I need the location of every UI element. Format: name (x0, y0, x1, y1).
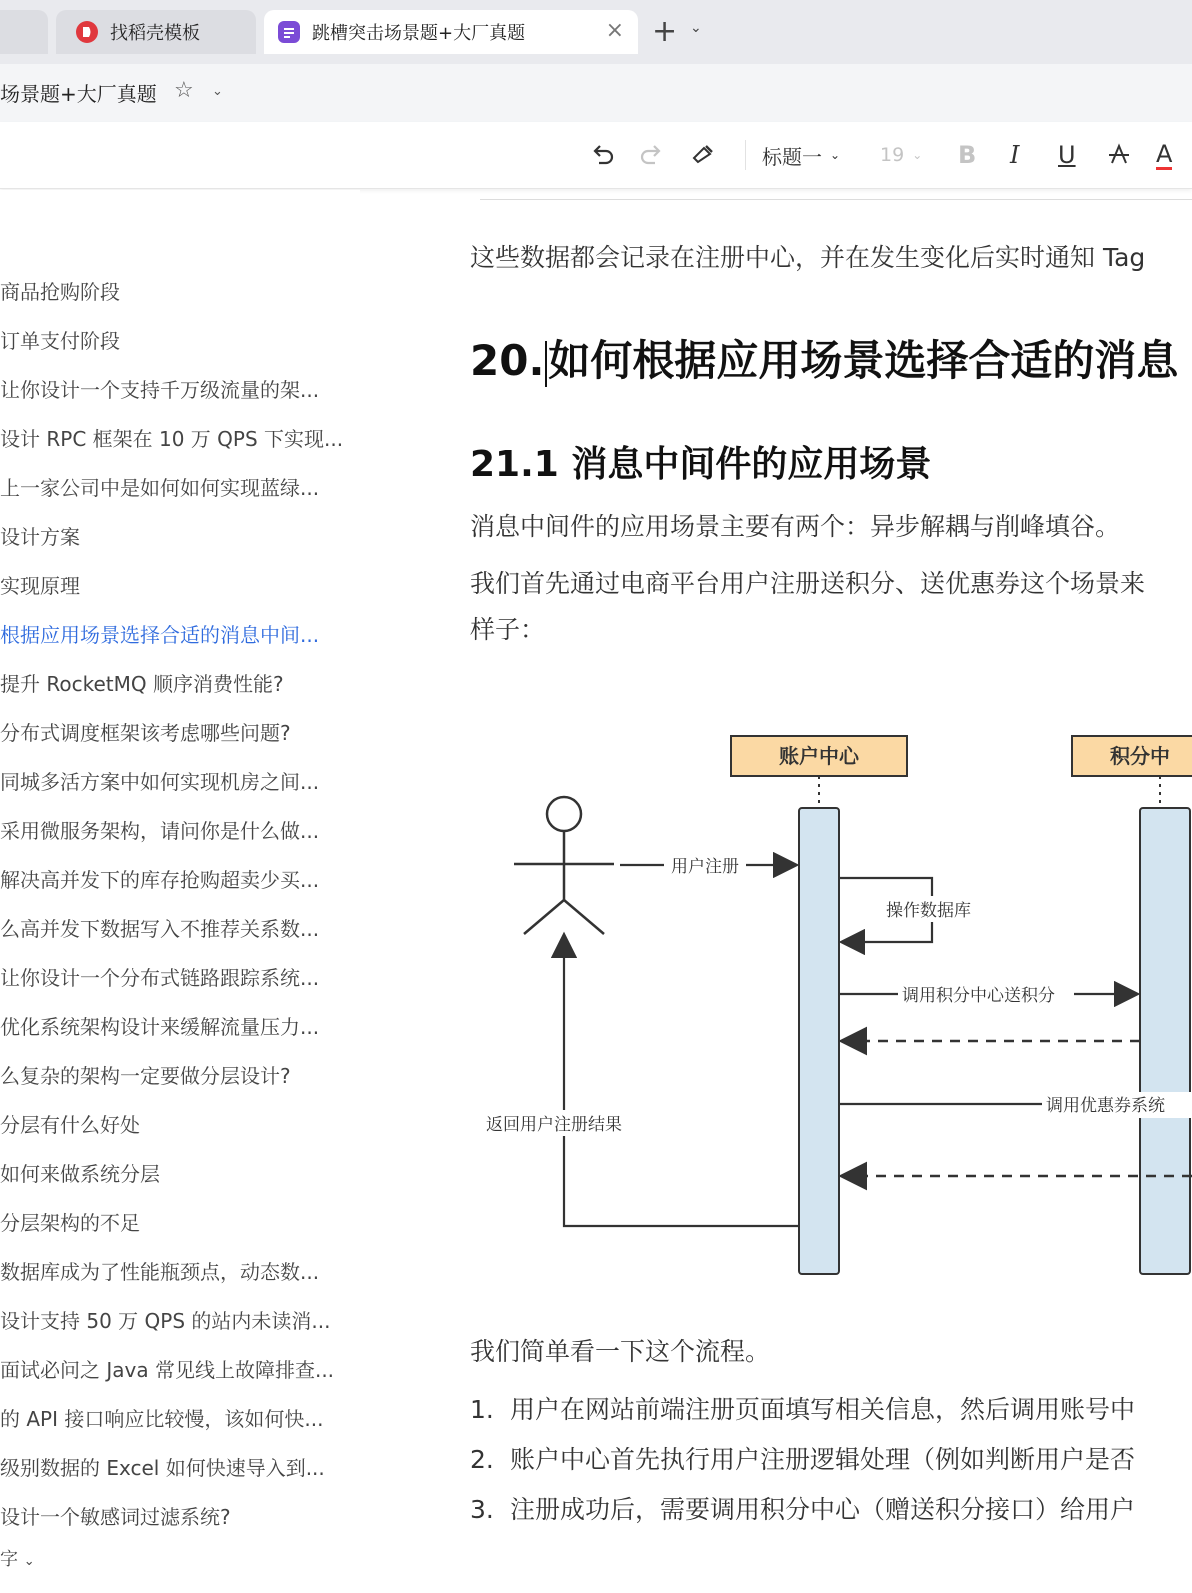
outline-item[interactable]: 分层有什么好处 (0, 1113, 140, 1137)
format-painter-icon[interactable] (690, 138, 716, 172)
outline-item[interactable]: 如何来做系统分层 (0, 1162, 160, 1186)
outline-item[interactable]: 同城多活方案中如何实现机房之间... (0, 770, 320, 794)
toolbar-divider (745, 140, 746, 170)
chevron-down-icon: ⌄ (912, 148, 923, 162)
outline-item[interactable]: 设计 RPC 框架在 10 万 QPS 下实现... (0, 427, 344, 451)
activation-bar-b (1140, 808, 1190, 1274)
list-item-number: 1. (470, 1395, 494, 1424)
outline-item[interactable]: 的 API 接口响应比较慢，该如何快... (0, 1407, 324, 1431)
paragraph-3[interactable]: 我们简单看一下这个流程。 (470, 1337, 771, 1366)
outline-item[interactable]: 么高并发下数据写入不推荐关系数... (0, 917, 320, 941)
italic-button[interactable]: I (1010, 141, 1020, 169)
heading-style-value: 标题一 (762, 144, 822, 169)
word-count-toggle[interactable] (0, 1545, 35, 1571)
list-item[interactable] (470, 1490, 1135, 1526)
tab-label: 跳槽突击场景题+大厂真题 (312, 23, 526, 44)
paragraph-2-cont[interactable]: 样子： (470, 615, 546, 644)
heading-1[interactable] (470, 328, 1178, 388)
font-color-button[interactable] (1156, 138, 1172, 172)
outline-item[interactable]: 商品抢购阶段 (0, 280, 120, 304)
msg-coupon-label: 调用优惠券系统 (1046, 1096, 1165, 1116)
chevron-down-icon: ⌄ (830, 148, 841, 162)
lifeline-a-label: 账户中心 (779, 744, 859, 768)
doc-icon (278, 21, 300, 43)
document-title-bar (0, 64, 1192, 122)
outline-item[interactable]: 根据应用场景选择合适的消息中间... (0, 623, 320, 647)
outline-item[interactable]: 让你设计一个支持千万级流量的架... (0, 378, 320, 402)
list-item-text: 注册成功后，需要调用积分中心（赠送积分接口）给用户 (510, 1495, 1136, 1524)
heading-2[interactable]: 21.1 消息中间件的应用场景 (470, 444, 932, 485)
outline-item[interactable]: 优化系统架构设计来缓解流量压力... (0, 1015, 320, 1039)
lifeline-b-label: 积分中 (1110, 744, 1170, 768)
list-item-text: 用户在网站前端注册页面填写相关信息，然后调用账号中 (510, 1395, 1136, 1424)
outline-item[interactable]: 订单支付阶段 (0, 329, 120, 353)
tab-hidden[interactable] (0, 10, 48, 54)
outline-item[interactable]: 面试必问之 Java 常见线上故障排查... (0, 1358, 335, 1382)
close-icon[interactable]: × (605, 18, 624, 43)
formatting-toolbar (0, 122, 1192, 189)
msg-register-label: 用户注册 (671, 857, 739, 877)
font-color-icon: A (1156, 139, 1173, 168)
strikethrough-button[interactable] (1106, 138, 1132, 172)
outline-item[interactable]: 设计支持 50 万 QPS 的站内未读消... (0, 1309, 331, 1333)
outline-item[interactable]: 数据库成为了性能瓶颈点，动态数... (0, 1260, 320, 1284)
outline-item[interactable]: 分布式调度框架该考虑哪些问题? (0, 721, 291, 745)
list-item-number: 3. (470, 1495, 494, 1524)
redo-icon[interactable] (638, 138, 664, 172)
paragraph-2[interactable]: 我们首先通过电商平台用户注册送积分、送优惠券这个场景来 (470, 569, 1146, 598)
user-actor (514, 797, 614, 934)
heading-1-text: 如何根据应用场景选择合适的消息 (548, 336, 1179, 385)
sequence-diagram[interactable] (470, 700, 1192, 1300)
outline-item[interactable]: 实现原理 (0, 574, 80, 598)
chevron-down-icon[interactable]: ⌄ (690, 20, 702, 36)
list-item[interactable] (470, 1440, 1135, 1476)
msg-return-label: 返回用户注册结果 (486, 1115, 622, 1135)
outline-item[interactable]: 解决高并发下的库存抢购超卖少买... (0, 868, 320, 892)
intro-paragraph[interactable]: 这些数据都会记录在注册中心，并在发生变化后实时通知 Tag (470, 243, 1146, 272)
outline-item[interactable]: 么复杂的架构一定要做分层设计? (0, 1064, 291, 1088)
tab-docer-templates[interactable] (56, 10, 256, 54)
msg-points-label: 调用积分中心送积分 (902, 986, 1055, 1006)
outline-item[interactable]: 采用微服务架构，请问你是什么做... (0, 819, 320, 843)
undo-icon[interactable] (590, 138, 616, 172)
chevron-down-icon: ⌄ (23, 1554, 35, 1569)
tab-current-doc[interactable] (264, 10, 638, 54)
document-title[interactable]: 场景题+大厂真题 (0, 82, 157, 106)
outline-item[interactable]: 分层架构的不足 (0, 1211, 140, 1235)
plus-icon[interactable]: + (652, 14, 678, 49)
bold-button[interactable]: B (958, 141, 977, 169)
outline-item[interactable]: 设计方案 (0, 525, 80, 549)
msg-db-label: 操作数据库 (886, 901, 971, 921)
list-item-number: 2. (470, 1445, 494, 1474)
font-size-select[interactable] (880, 138, 922, 172)
docer-logo-icon (76, 21, 98, 43)
star-icon[interactable]: ☆ (174, 78, 194, 103)
list-item[interactable] (470, 1390, 1135, 1426)
paragraph-1[interactable]: 消息中间件的应用场景主要有两个：异步解耦与削峰填谷。 (470, 512, 1121, 541)
underline-button[interactable]: U (1058, 141, 1076, 169)
activation-bar-a (799, 808, 839, 1274)
outline-sidebar (0, 190, 360, 1593)
outline-item[interactable]: 设计一个敏感词过滤系统? (0, 1505, 231, 1529)
heading-1-number: 20. (470, 336, 545, 385)
page-top-edge (480, 199, 1192, 200)
list-item-text: 账户中心首先执行用户注册逻辑处理（例如判断用户是否 (510, 1445, 1136, 1474)
heading-style-select[interactable] (762, 138, 840, 172)
font-size-value: 19 (880, 144, 905, 166)
outline-item[interactable]: 提升 RocketMQ 顺序消费性能? (0, 672, 284, 696)
chevron-down-icon[interactable]: ⌄ (212, 84, 223, 99)
outline-item[interactable]: 上一家公司中是如何如何实现蓝绿... (0, 476, 320, 500)
tab-bar (0, 0, 1192, 64)
tab-label: 找稻壳模板 (110, 23, 200, 44)
outline-item[interactable]: 让你设计一个分布式链路跟踪系统... (0, 966, 320, 990)
word-count-label: 字 (0, 1549, 18, 1570)
outline-item[interactable]: 级别数据的 Excel 如何快速导入到... (0, 1456, 325, 1480)
